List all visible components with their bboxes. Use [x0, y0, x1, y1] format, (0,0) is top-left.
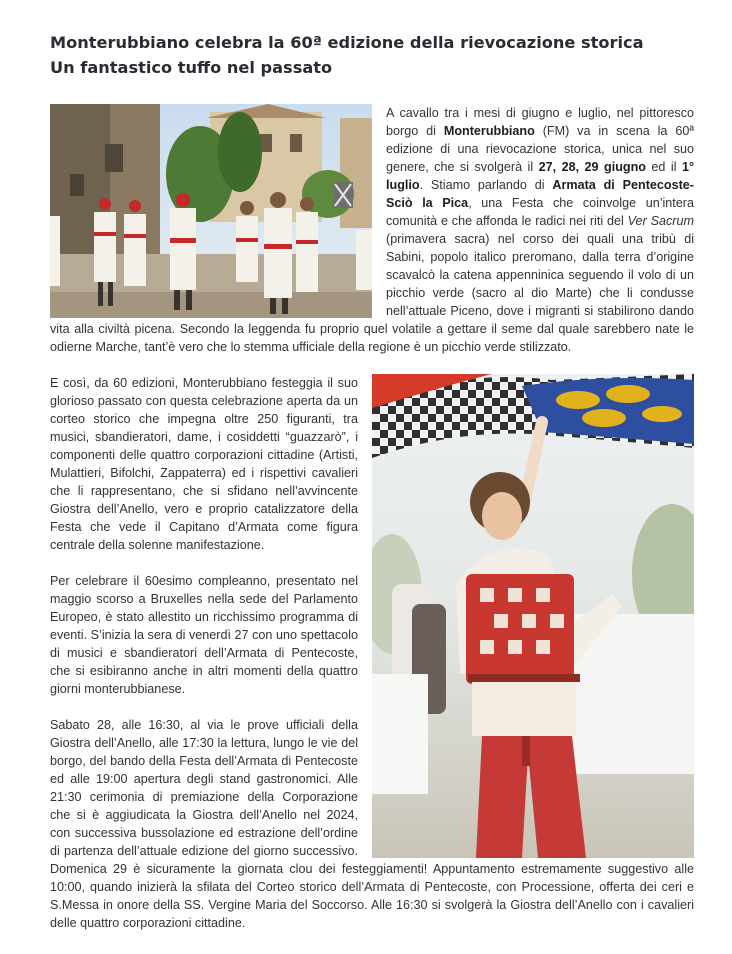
intro-bold-4: Armata di Pentecoste- Sciò la Pica — [386, 178, 694, 210]
intro-bold-2: 27, 28, 29 giugno — [538, 160, 646, 174]
intro-text-3: ed il — [645, 160, 682, 174]
intro-text-4: . Stiamo parlando di — [419, 178, 553, 192]
subheadline: Un fantastico tuffo nel passato — [50, 58, 333, 77]
body-paragraph-2: E così, da 60 edizioni, Monterubbiano festeggia il suo glorioso passato con questa celebrazione aperta da un corteo storico che impegna oltre 250 figuranti, tra musici, sbandieratori, dame, i cosiddetti “guazzarò”, i componenti delle quattro corporazioni cittadine (Artisti, Mulattieri, Bifolchi, Zappaterra) ed i rispettivi cavalieri che li rappresentano, che si sfidano nell’avvincente Giostra dell’Anello, vero e proprio catalizzatore della Festa che vede il Capitano d’Armata come figura centrale della solenne manifestazione. — [50, 376, 358, 552]
body-paragraph-3: Per celebrare il 60esimo compleanno, presentato nel maggio scorso a Bruxelles nella sede del Parlamento Europeo, è stato allestito un ricchissimo programma di eventi. S’inizia la sera di venerdì 27 con uno spettacolo di musici e sbandieratori dell’Armata di Pentecoste, che si esibiranno anche in altri momenti della quattro giorni monterubbianese. — [50, 574, 358, 696]
intro-text-2: (FM) va in scena la 60ª edizione di una rievocazione storica, unica nel suo genere, che si svolgerà il — [386, 124, 695, 174]
intro-italic-1: Ver Sacrum — [627, 214, 694, 228]
intro-bold-3: 1° luglio — [386, 160, 694, 192]
intro-text-1: A cavallo tra i mesi di giugno e luglio, nel pittoresco borgo di — [386, 106, 694, 138]
intro-bold-1: Monterubbiano — [443, 124, 535, 138]
photo-costumed-group — [50, 104, 372, 318]
photo-flag-waver — [372, 374, 694, 858]
intro-text-5: , una Festa che coinvolge un’intera comunità e che affonda le radici nei riti del — [386, 196, 694, 228]
article-body — [50, 104, 694, 950]
headline: Monterubbiano celebra la 60ª edizione della rievocazione storica — [50, 33, 644, 52]
body-paragraph-4: Sabato 28, alle 16:30, al via le prove ufficiali della Giostra dell’Anello, alle 17:30 la lettura, lungo le vie del borgo, del bando della Festa dell’Armata di Pentecoste ed alle 19:00 apertura degli stand gastronomici. Alle 21:30 cerimonia di premiazione della Corporazione che si è aggiudicata la Giostra dell’Anello nel 2024, con successiva bussolazione ed estrazione dell’ordine di partenza dell’attuale edizione del giorno successivo. Domenica 29 è sicuramente la giornata clou dei festeggiamenti! Appuntamento estremamente suggestivo alle 10:00, quando inizierà la sfilata del Corteo storico dell’Armata di Pentecoste, con Processione, offerta dei ceri e S.Messa in onore della SS. Vergine Maria del Soccorso. Alle 16:30 si svolgerà la Giostra dell’Anello con i cavalieri delle quattro corporazioni cittadine. — [50, 718, 694, 930]
article-title — [50, 30, 690, 80]
intro-text-6: (primavera sacra) nel corso dei quali una tribù di Sabini, popolo italico preromano, dalla terra d’origine scavalcò la catena appenninica seguendo il volo di un picchio verde (sacro al dio Marte) che li condusse nell’attuale Piceno, dove i migranti si stabilirono dando vita alla civiltà picena. Secondo la leggenda fu proprio quel volatile a gettare il seme dal quale sarebbero nate le odierne Marche, tant’è vero che lo stemma ufficiale della regione è un picchio verde stilizzato. — [50, 232, 694, 354]
